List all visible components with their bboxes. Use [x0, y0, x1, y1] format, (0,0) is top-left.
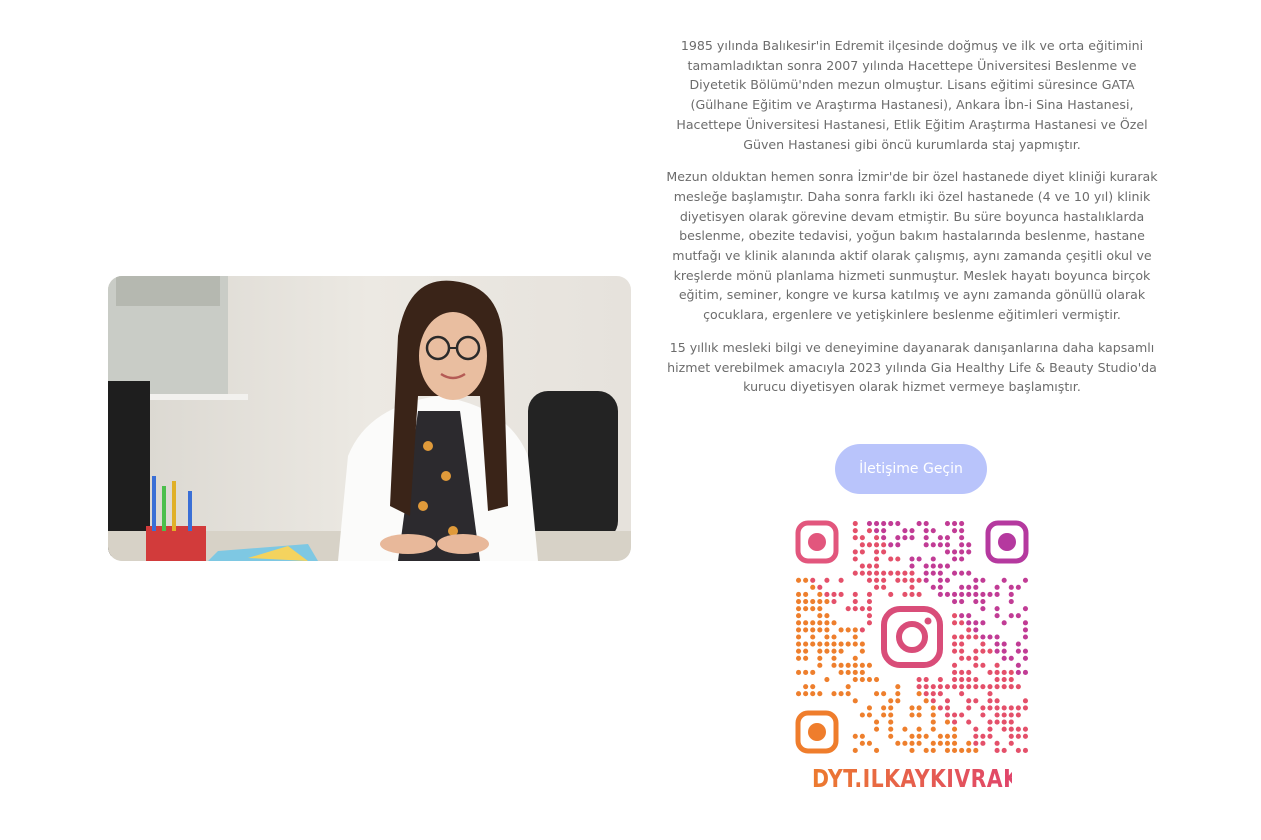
instagram-icon [798, 713, 836, 751]
instagram-logo-icon [880, 605, 944, 669]
qr-code-graphic [795, 520, 1029, 754]
bio-text [662, 36, 1162, 410]
instagram-qr-code[interactable] [795, 520, 1029, 754]
bio-paragraph: 1985 yılında Balıkesir'in Edremit ilçesinde doğmuş ve ilk ve orta eğitimini tamamladıktan sonra 2007 yılında Hacettepe Üniversitesi Beslenme ve Diyetetik Bölümü'nden mezun olmuştur. Lisans eğitimi süresince GATA (Gülhane Eğitim ve Araştırma Hastanesi), Ankara İbn-i Sina Hastanesi, Hacettepe Üniversitesi Hastanesi, Etlik Eğitim Araştırma Hastanesi ve Özel Güven Hastanesi gibi öncü kurumlarda staj yapmıştır. [676, 38, 1148, 152]
bio-paragraph: Mezun olduktan hemen sonra İzmir'de bir özel hastanede diyet kliniği kurarak mesleğe başlamıştır. Daha sonra farklı iki özel hastanede (4 ve 10 yıl) klinik diyetisyen olarak görevine devam etmiştir. Bu süre boyunca hastalıklarda beslenme, obezite tedavisi, yoğun bakım hastalarında beslenme, hastane mutfağı ve klinik alanında aktif olarak çalışmış, aynı zamanda çeşitli okul ve kreşlerde mönü planlama hizmeti sunmuştur. Meslek hayatı boyunca birçok eğitim, seminer, kongre ve kursa katılmış ve aynı zamanda gönüllü olarak çocuklara, ergenlere ve yetişkinlere beslenme eğitimleri vermiştir. [666, 169, 1158, 323]
portrait-illustration [108, 276, 631, 561]
instagram-handle[interactable]: DYT.ILKAYKIVRAK [811, 764, 1020, 793]
instagram-icon [798, 523, 836, 561]
profile-photo [108, 276, 631, 561]
bio-paragraph: 15 yıllık mesleki bilgi ve deneyimine dayanarak danışanlarına daha kapsamlı hizmet verebilmek amacıyla 2023 yılında Gia Healthy Life & Beauty Studio'da kurucu diyetisyen olarak hizmet vermeye başlamıştır. [667, 339, 1157, 395]
contact-button[interactable]: İletişime Geçin [835, 444, 987, 494]
instagram-icon [988, 523, 1026, 561]
